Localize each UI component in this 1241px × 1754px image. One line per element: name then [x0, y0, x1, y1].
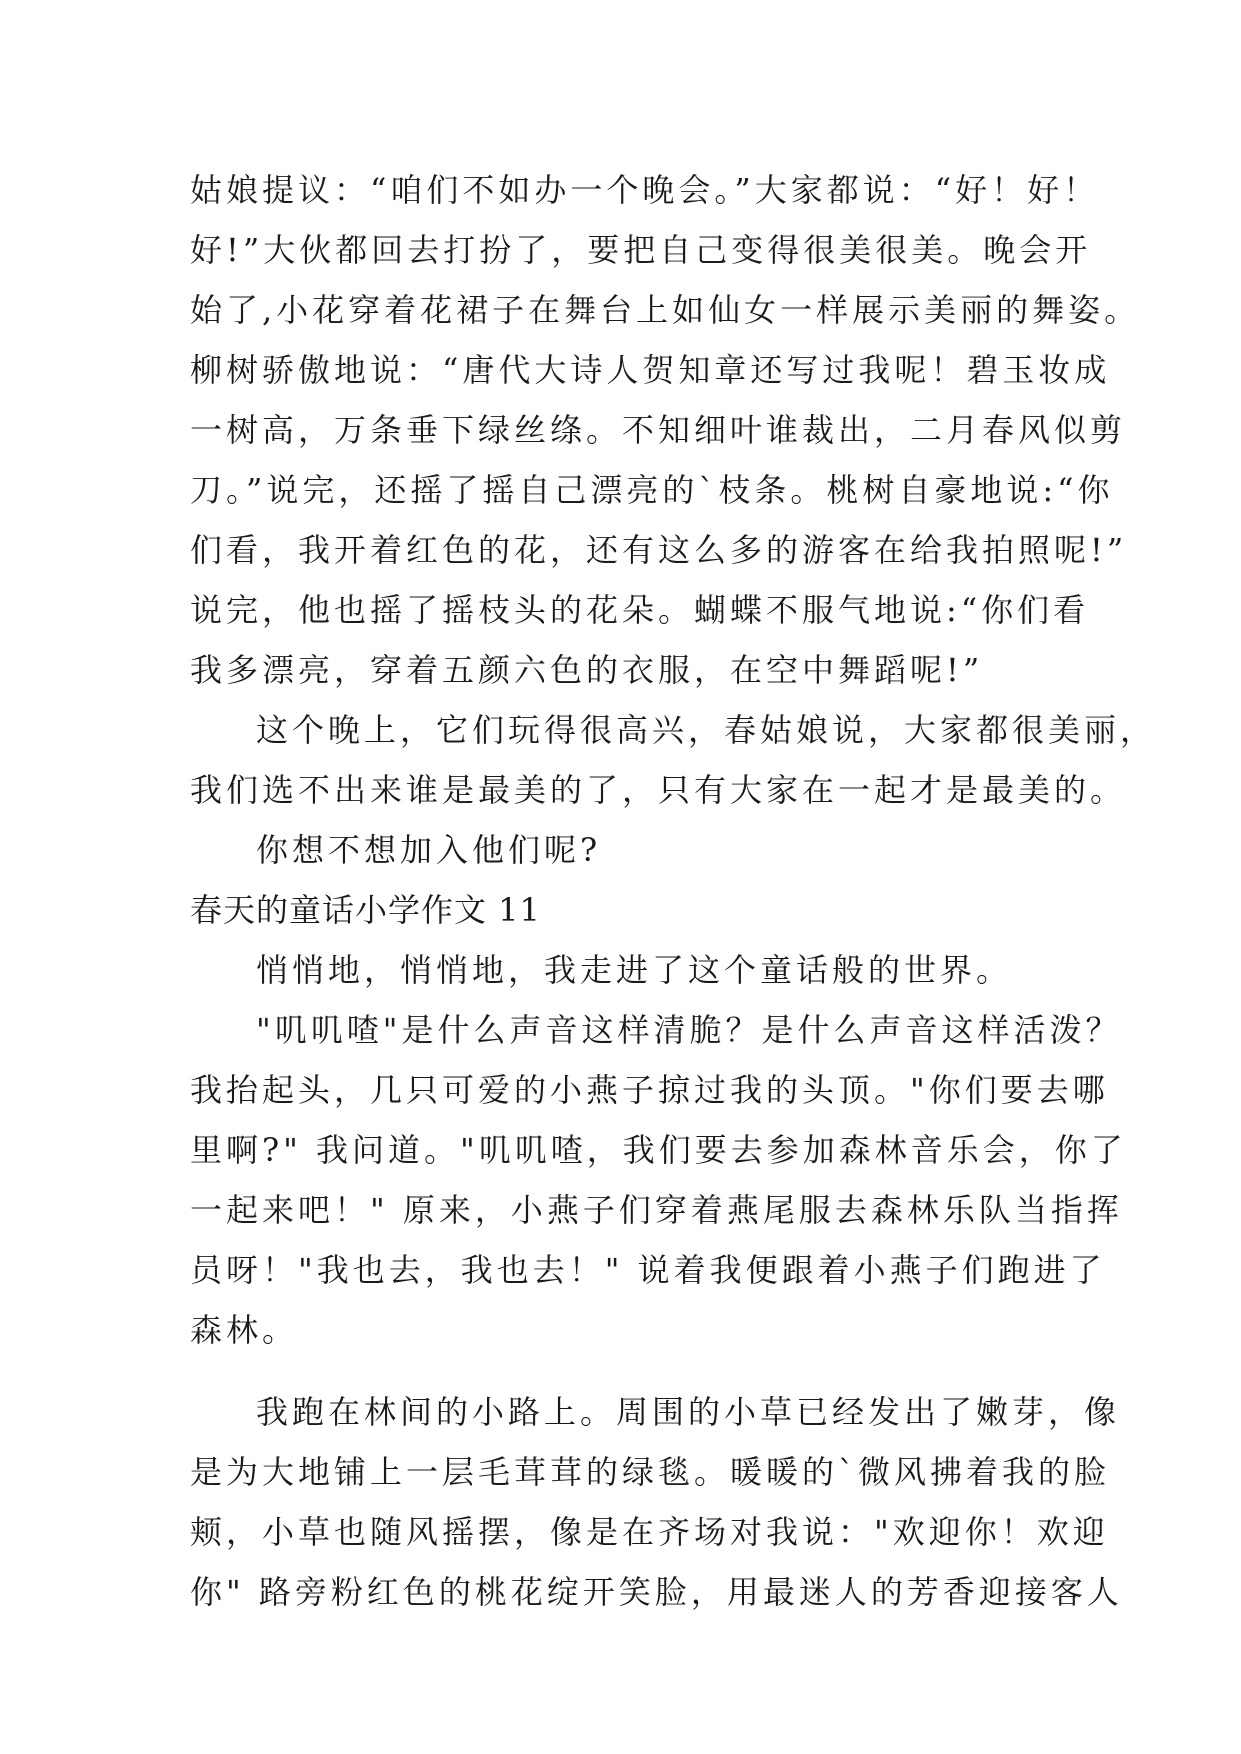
essay-body — [190, 160, 1157, 1622]
text-line: 里啊?" 我问道。"叽叽喳，我们要去参加森林音乐会，你了 — [190, 1131, 1127, 1169]
text-line: 好!”大伙都回去打扮了，要把自己变得很美很美。晚会开 — [190, 231, 1092, 269]
paragraph-first-line: 悄悄地，悄悄地，我走进了这个童话般的世界。 — [256, 951, 1013, 989]
paragraph-gap — [190, 1360, 1070, 1382]
text-line: 姑娘提议：“咱们不如办一个晚会。”大家都说：“好！好！ — [190, 171, 1100, 209]
text-line: 说完，他也摇了摇枝头的花朵。蝴蝶不服气地说:“你们看 — [190, 591, 1090, 629]
text-line: 员呀！"我也去，我也去！" 说着我便跟着小燕子们跑进了 — [190, 1251, 1106, 1289]
text-line: 我多漂亮，穿着五颜六色的衣服，在空中舞蹈呢!” — [190, 651, 984, 689]
text-line: 一树高，万条垂下绿丝绦。不知细叶谁裁出，二月春风似剪 — [190, 411, 1127, 449]
paragraph-first-line: "叽叽喳"是什么声音这样清脆？是什么声音这样活泼？ — [256, 1011, 1122, 1049]
section-heading: 春天的童话小学作文 11 — [190, 891, 541, 929]
text-line: 你" 路旁粉红色的桃花绽开笑脸，用最迷人的芳香迎接客人 — [190, 1573, 1123, 1611]
paragraph-first-line: 这个晚上，它们玩得很高兴，春姑娘说，大家都很美丽， — [256, 711, 1157, 749]
text-line: 颊，小草也随风摇摆，像是在齐场对我说："欢迎你！欢迎 — [190, 1513, 1109, 1551]
text-line: 是为大地铺上一层毛茸茸的绿毯。暖暖的`微风拂着我的脸 — [190, 1453, 1111, 1491]
text-line: 我们选不出来谁是最美的了，只有大家在一起才是最美的。 — [190, 771, 1127, 809]
paragraph-first-line: 你想不想加入他们呢? — [256, 831, 602, 869]
text-line: 一起来吧！" 原来，小燕子们穿着燕尾服去森林乐队当指挥 — [190, 1191, 1123, 1229]
text-line: 始了,小花穿着花裙子在舞台上如仙女一样展示美丽的舞姿。 — [190, 291, 1141, 329]
paragraph-first-line: 我跑在林间的小路上。周围的小草已经发出了嫩芽，像 — [256, 1393, 1121, 1431]
text-line: 们看，我开着红色的花，还有这么多的游客在给我拍照呢!” — [190, 531, 1128, 569]
text-line: 我抬起头，几只可爱的小燕子掠过我的头顶。"你们要去哪 — [190, 1071, 1109, 1109]
text-line: 森林。 — [190, 1311, 299, 1349]
text-line: 刀。”说完，还摇了摇自己漂亮的`枝条。桃树自豪地说:“你 — [190, 471, 1114, 509]
text-line: 柳树骄傲地说：“唐代大诗人贺知章还写过我呢！碧玉妆成 — [190, 351, 1111, 389]
